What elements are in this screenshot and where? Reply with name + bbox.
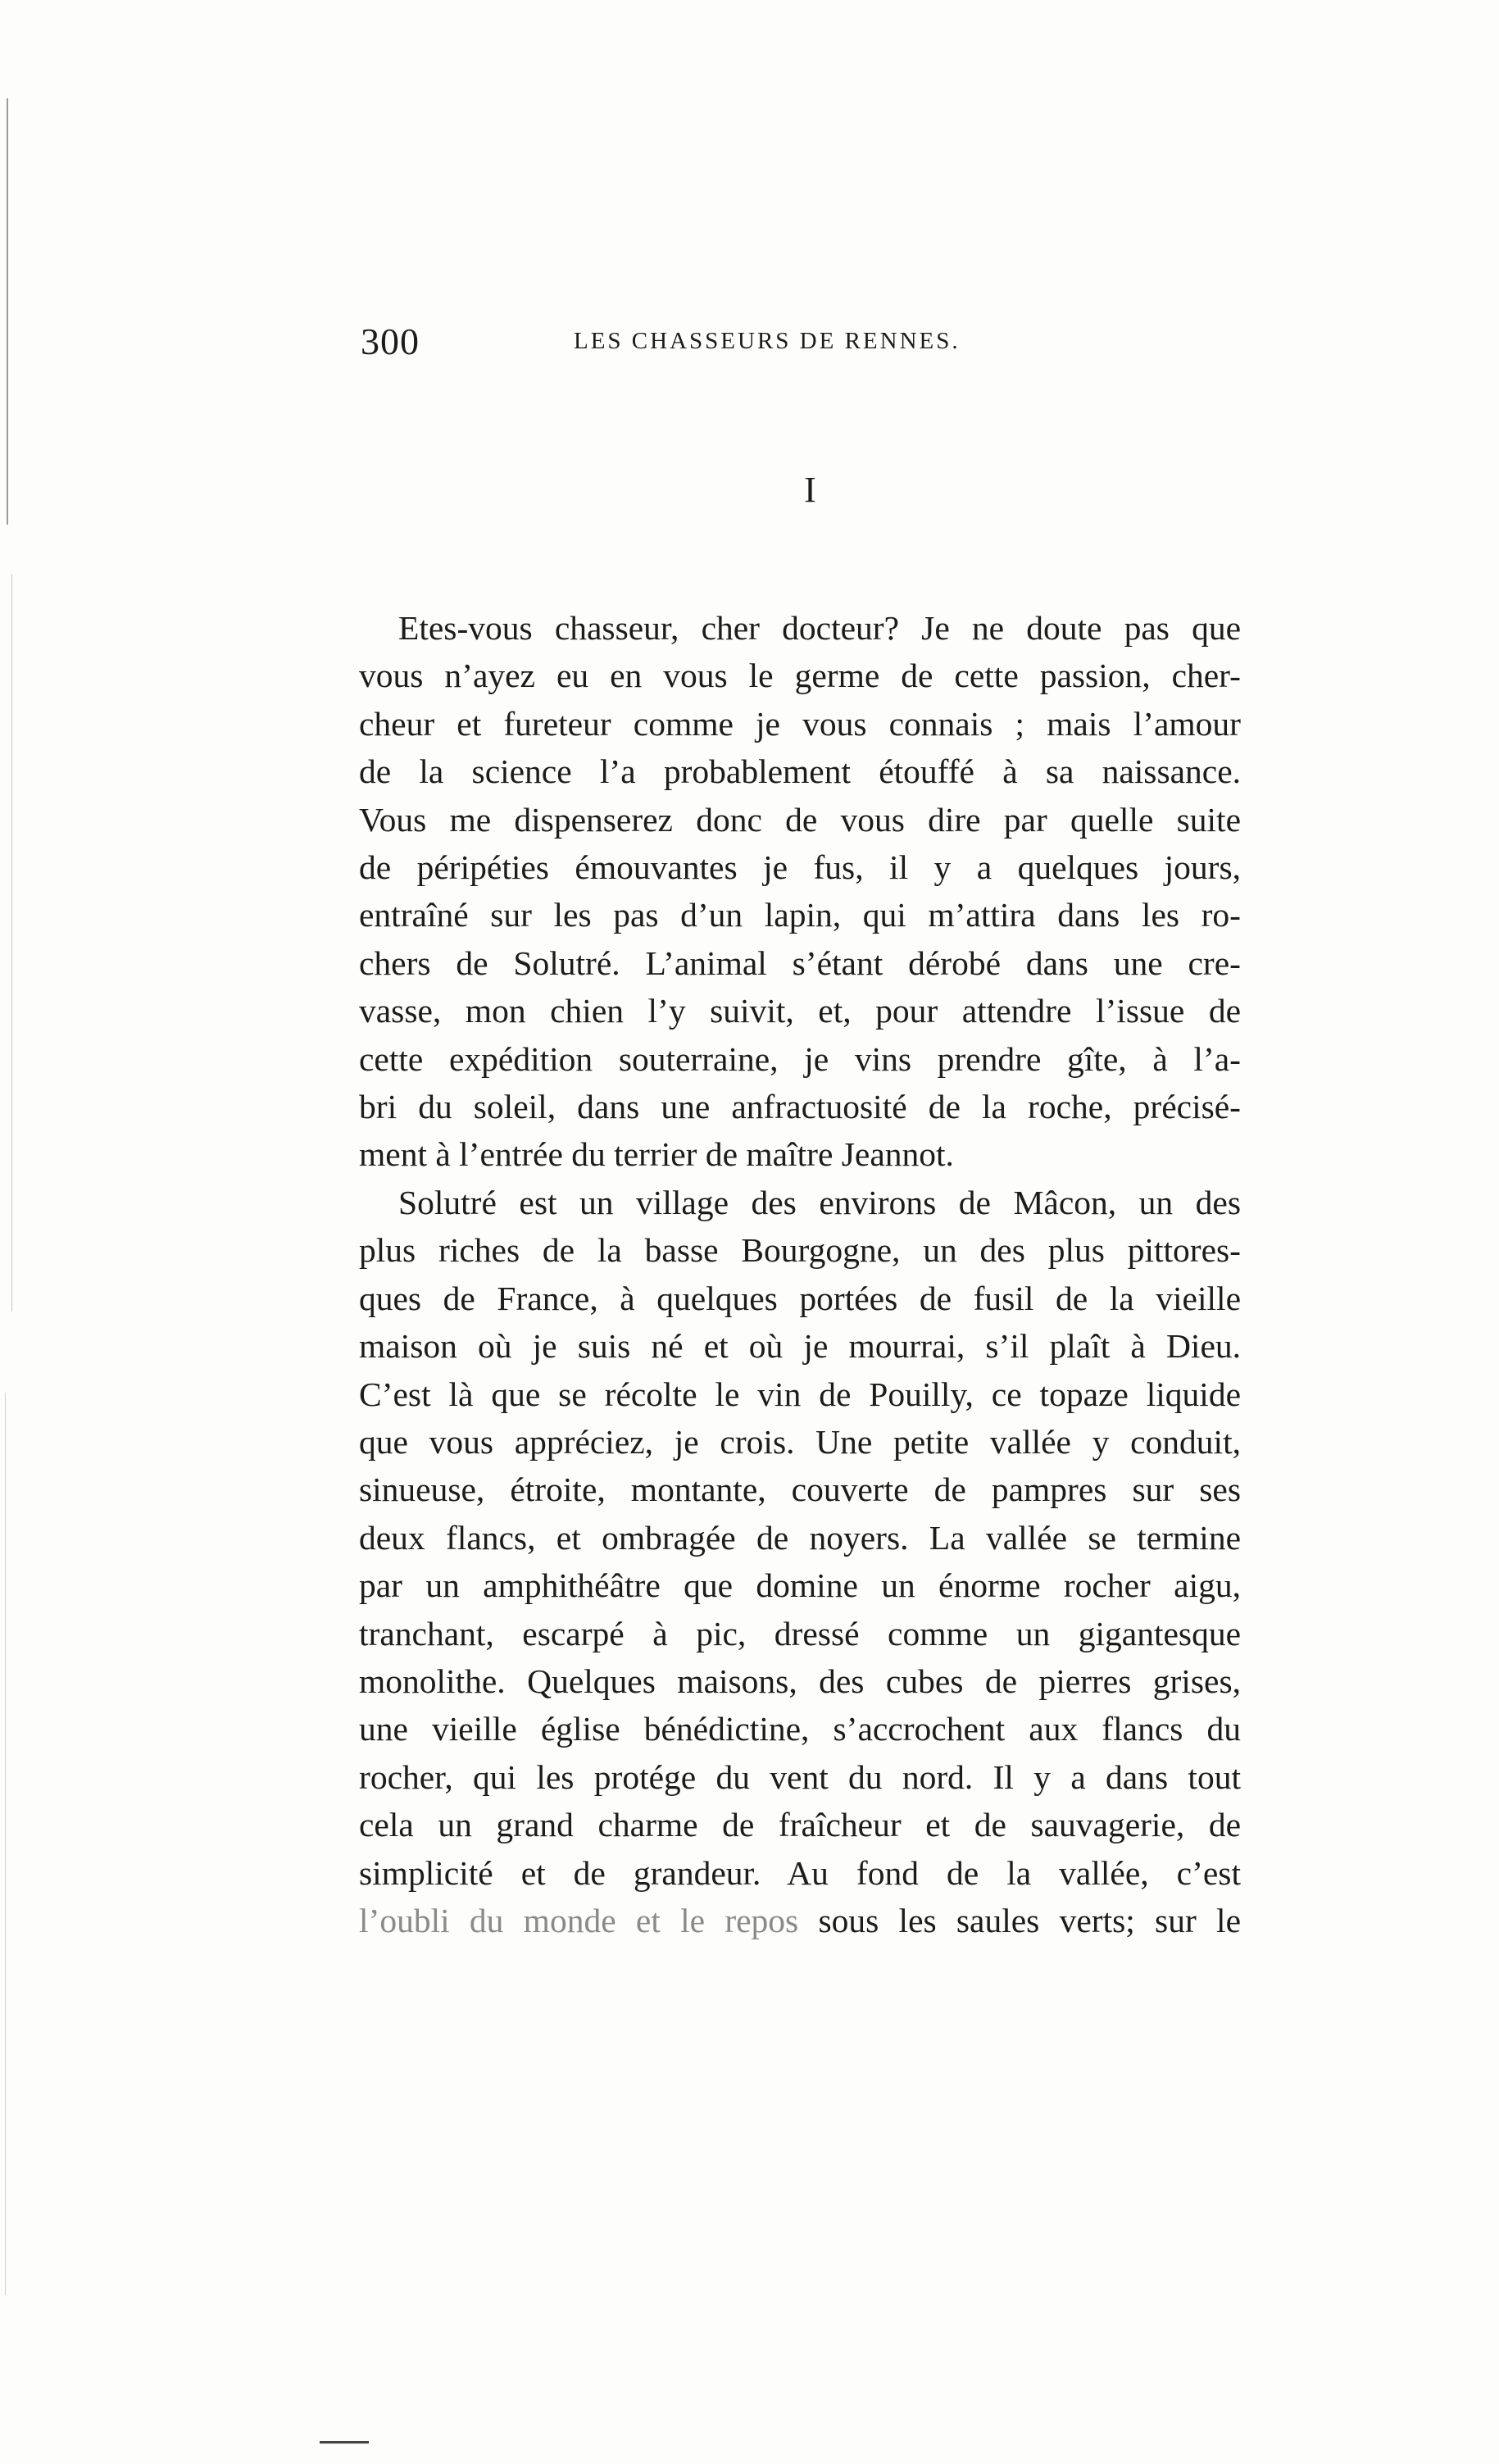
- text-line: cheur et fureteur comme je vous connais ; mais l’amour: [359, 704, 1241, 743]
- page-number: 300: [361, 321, 420, 362]
- text-line-rest: sous les saules verts; sur le: [798, 1901, 1241, 1939]
- text-line: ment à l’entrée du terrier de maître Jeannot.: [359, 1135, 954, 1174]
- text-line: ques de France, à quelques portées de fusil de la vieille: [359, 1279, 1241, 1317]
- text-line: cette expédition souterraine, je vins prendre gîte, à l’a-: [359, 1039, 1241, 1078]
- text-line: maison où je suis né et où je mourrai, s’il plaît à Dieu.: [359, 1327, 1241, 1366]
- text-line: de péripéties émouvantes je fus, il y a quelques jours,: [359, 848, 1241, 887]
- faded-text: l’oubli du monde et le repos: [359, 1901, 799, 1939]
- text-line: par un amphithéâtre que domine un énorme rocher aigu,: [359, 1566, 1241, 1605]
- text-line: plus riches de la basse Bourgogne, un des plus pittores-: [359, 1231, 1241, 1270]
- text-line: bri du soleil, dans une anfractuosité de la roche, précisé-: [359, 1088, 1241, 1126]
- text-line: que vous appréciez, je crois. Une petite vallée y conduit,: [359, 1422, 1241, 1461]
- running-head: LES CHASSEURS DE RENNES.: [574, 328, 961, 354]
- text-line: vasse, mon chien l’y suivit, et, pour attendre l’issue de: [359, 992, 1241, 1030]
- text-line: [359, 1897, 1241, 1944]
- scan-edge-mark: [11, 574, 12, 1312]
- scan-edge-mark: [5, 1393, 6, 2295]
- text-line: deux flancs, et ombragée de noyers. La vallée se termine: [359, 1518, 1241, 1557]
- body-text: [359, 604, 1241, 1944]
- text-line: Solutré est un village des environs de Mâcon, un des: [398, 1183, 1241, 1221]
- scan-edge-mark: [7, 98, 8, 525]
- bottom-rule: [320, 2441, 369, 2444]
- text-line: vous n’ayez eu en vous le germe de cette passion, cher-: [359, 657, 1241, 695]
- text-line: de la science l’a probablement étouffé à sa naissance.: [359, 752, 1241, 791]
- text-line: simplicité et de grandeur. Au fond de la vallée, c’est: [359, 1853, 1241, 1892]
- text-line: tranchant, escarpé à pic, dressé comme un gigantesque: [359, 1614, 1241, 1653]
- text-line: entraîné sur les pas d’un lapin, qui m’attira dans les ro-: [359, 896, 1241, 934]
- text-line: cela un grand charme de fraîcheur et de sauvagerie, de: [359, 1806, 1241, 1844]
- text-line: monolithe. Quelques maisons, des cubes de pierres grises,: [359, 1662, 1241, 1700]
- text-line: Etes-vous chasseur, cher docteur? Je ne doute pas que: [398, 609, 1241, 647]
- text-line: rocher, qui les protége du vent du nord. Il y a dans tout: [359, 1757, 1241, 1796]
- text-line: une vieille église bénédictine, s’accrochent aux flancs du: [359, 1710, 1241, 1748]
- text-line: Vous me dispenserez donc de vous dire par quelle suite: [359, 800, 1241, 839]
- text-line: sinueuse, étroite, montante, couverte de pampres sur ses: [359, 1471, 1241, 1509]
- text-line: chers de Solutré. L’animal s’étant dérobé dans une cre-: [359, 943, 1241, 982]
- text-line: C’est là que se récolte le vin de Pouilly, ce topaze liquide: [359, 1375, 1241, 1413]
- section-number: I: [804, 470, 816, 510]
